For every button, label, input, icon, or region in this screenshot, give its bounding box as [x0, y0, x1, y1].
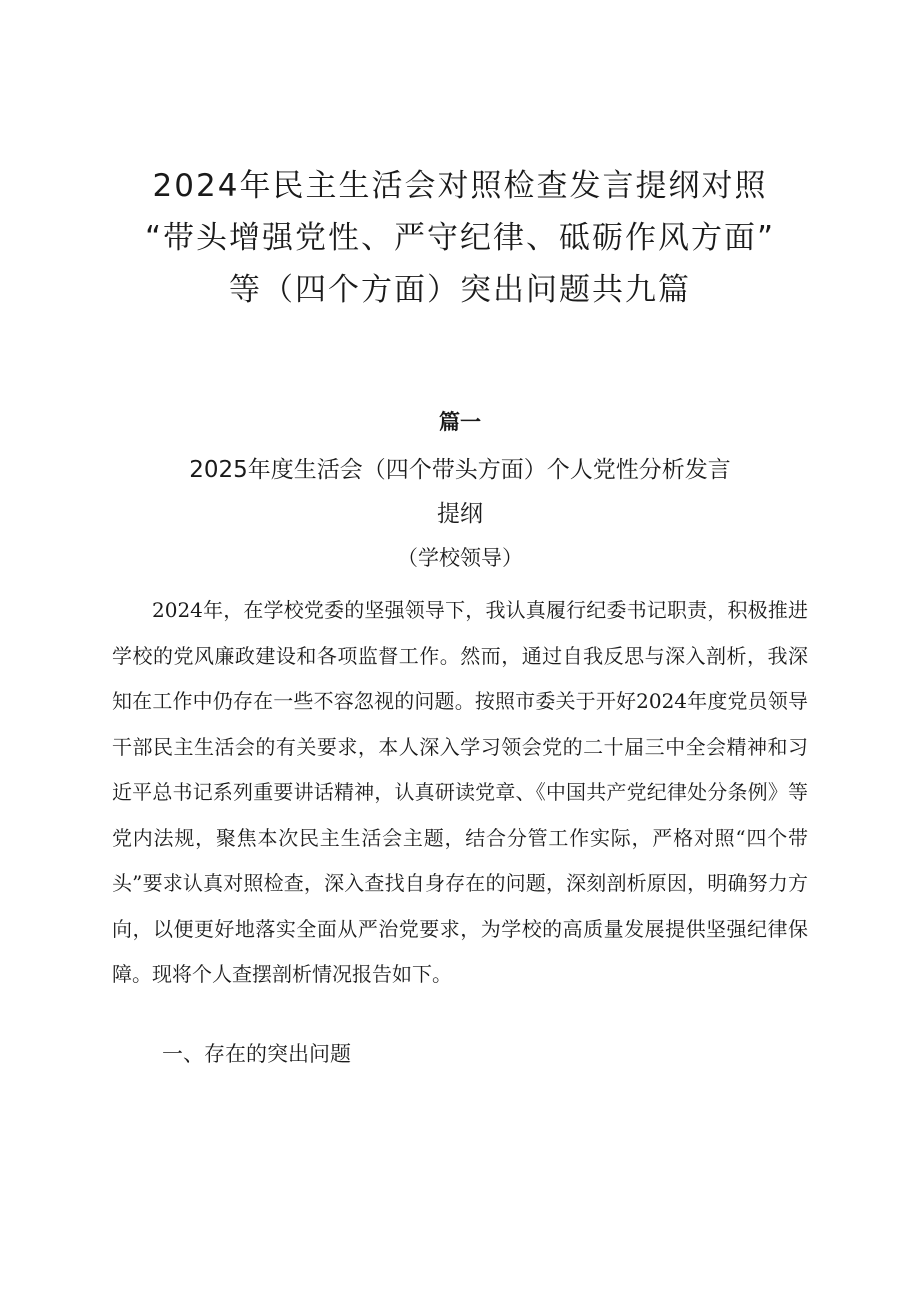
intro-paragraph: 2024年，在学校党委的坚强领导下，我认真履行纪委书记职责，积极推进学校的党风廉政建设和各项监督工作。然而，通过自我反思与深入剖析，我深知在工作中仍存在一些不容忽视的问题。按照市委关于开好2024年度党员领导干部民主生活会的有关要求，本人深入学习领会党的二十届三中全会精神和习近平总书记系列重要讲话精神，认真研读党章、《中国共产党纪律处分条例》等党内法规，聚焦本次民主生活会主题，结合分管工作实际，严格对照“四个带头”要求认真对照检查，深入查找自身存在的问题，深刻剖析原因，明确努力方向，以便更好地落实全面从严治党要求，为学校的高质量发展提供坚强纪律保障。现将个人查摆剖析情况报告如下。	[112, 598, 808, 986]
chapter-label: 篇一	[439, 410, 481, 434]
section-heading: 一、存在的突出问题	[162, 1042, 351, 1066]
sub-title	[0, 448, 920, 536]
main-title-line-2: “带头增强党性、严守纪律、砥砺作风方面”	[144, 220, 776, 256]
sub-title-line-1: 2025年度生活会（四个带头方面）个人党性分析发言	[189, 457, 731, 483]
main-title-line-3: 等（四个方面）突出问题共九篇	[229, 272, 691, 308]
main-title-line-1: 2024年民主生活会对照检查发言提纲对照	[152, 168, 768, 204]
main-title	[0, 160, 920, 316]
role-note: （学校领导）	[397, 546, 523, 570]
sub-title-line-2: 提纲	[437, 501, 483, 527]
